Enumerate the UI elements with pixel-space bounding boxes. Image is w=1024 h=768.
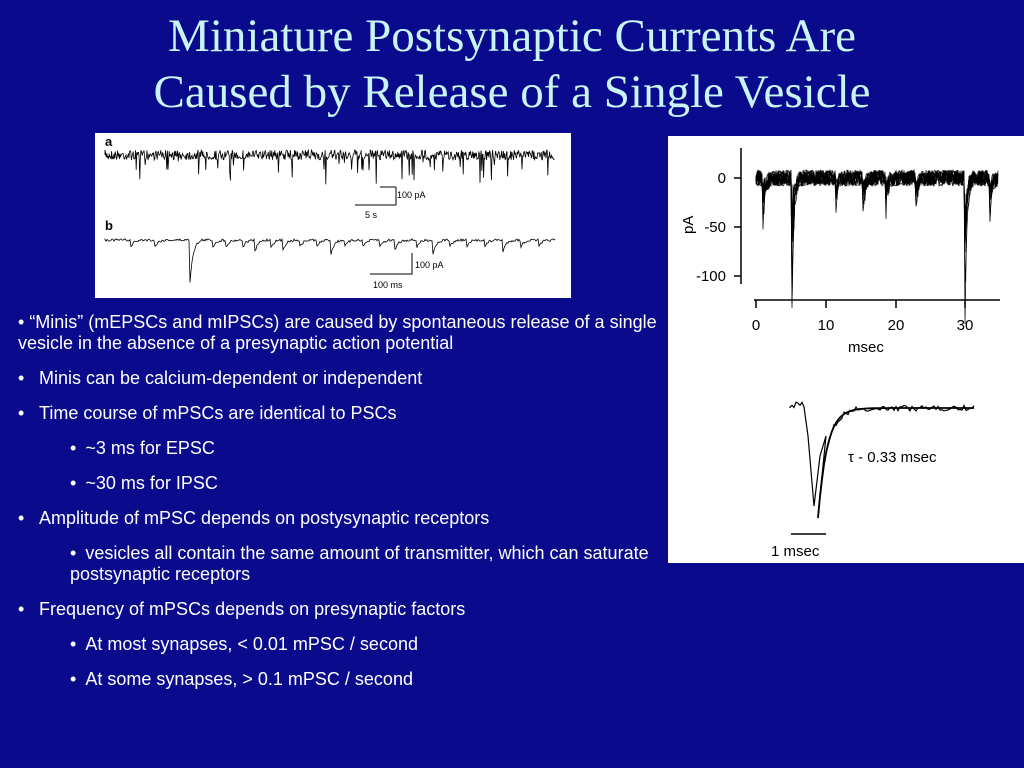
bullet-text: “Minis” (mEPSCs and mIPSCs) are caused by spontaneous release of a single vesicle in the absence of a presynaptic action potential [18, 312, 657, 353]
bullet-list [18, 312, 658, 704]
bullet-dot-icon: • [18, 368, 25, 388]
scalebar-b-y-label: 100 pA [415, 260, 444, 270]
traces-ab-svg [95, 133, 571, 298]
bullet-dot-icon: • [70, 669, 82, 689]
x-axis-label: msec [848, 339, 884, 356]
x-tick-0: 0 [751, 317, 761, 334]
bullet-dot-icon: • [18, 312, 30, 332]
bullet-item [18, 312, 658, 354]
scalebar-label: 1 msec [771, 543, 820, 560]
tau-label: τ - 0.33 msec [848, 449, 937, 466]
bullet-dot-icon: • [18, 508, 25, 528]
bullet-text: Time course of mPSCs are identical to PSCs [39, 403, 397, 423]
bullet-dot-icon: • [70, 543, 82, 563]
trace-b [105, 239, 555, 283]
scalebar-a-x-label: 5 s [365, 210, 378, 220]
scalebar-a-y-label: 100 pA [397, 190, 426, 200]
bullet-item [18, 669, 658, 690]
bullet-text: Frequency of mPSCs depends on presynaptic factors [39, 599, 466, 619]
bullet-item [18, 368, 658, 389]
bullet-dot-icon: • [70, 438, 82, 458]
bullet-item [18, 543, 658, 585]
x-tick-2: 20 [887, 317, 905, 334]
bullet-item [18, 473, 658, 494]
superimposed-traces [756, 170, 998, 324]
bullet-item [18, 403, 658, 424]
bullet-text: Minis can be calcium-dependent or independent [39, 368, 423, 388]
bullet-dot-icon: • [70, 634, 82, 654]
y-axis-label: pA [680, 215, 697, 234]
panel-a-label: a [105, 134, 113, 149]
bullet-item [18, 599, 658, 620]
bullet-text: At most synapses, < 0.01 mPSC / second [85, 634, 418, 654]
bullet-text: Amplitude of mPSC depends on postysynaptic receptors [39, 508, 490, 528]
title-line-1: Miniature Postsynaptic Currents Are [168, 10, 856, 62]
overlay-trace [756, 170, 998, 324]
bullet-item [18, 508, 658, 529]
y-tick-1: -50 [704, 219, 726, 236]
x-tick-3: 30 [956, 317, 974, 334]
figure-minis-average [668, 136, 1024, 563]
panel-b-label: b [105, 218, 113, 233]
scalebar-a [380, 187, 396, 205]
bullet-text: vesicles all contain the same amount of transmitter, which can saturate postsynaptic receptors [70, 543, 649, 584]
bullet-item [18, 438, 658, 459]
bullet-item [18, 634, 658, 655]
y-tick-0: 0 [717, 170, 726, 187]
scalebar-b-x-label: 100 ms [373, 280, 403, 290]
trace-a [105, 150, 554, 184]
x-axis [754, 300, 1000, 308]
bullet-dot-icon: • [18, 403, 25, 423]
minis-average-svg [668, 136, 1024, 563]
bullet-dot-icon: • [70, 473, 82, 493]
bullet-text: ~30 ms for IPSC [85, 473, 218, 493]
figure-traces-ab [95, 133, 571, 298]
bullet-dot-icon: • [18, 599, 25, 619]
x-tick-1: 10 [817, 317, 835, 334]
scalebar-b [370, 253, 412, 274]
bullet-text: ~3 ms for EPSC [85, 438, 215, 458]
slide-title [0, 0, 1024, 120]
title-line-2: Caused by Release of a Single Vesicle [153, 66, 871, 118]
bullet-text: At some synapses, > 0.1 mPSC / second [85, 669, 413, 689]
y-tick-2: -100 [695, 268, 726, 285]
y-axis [734, 148, 741, 284]
